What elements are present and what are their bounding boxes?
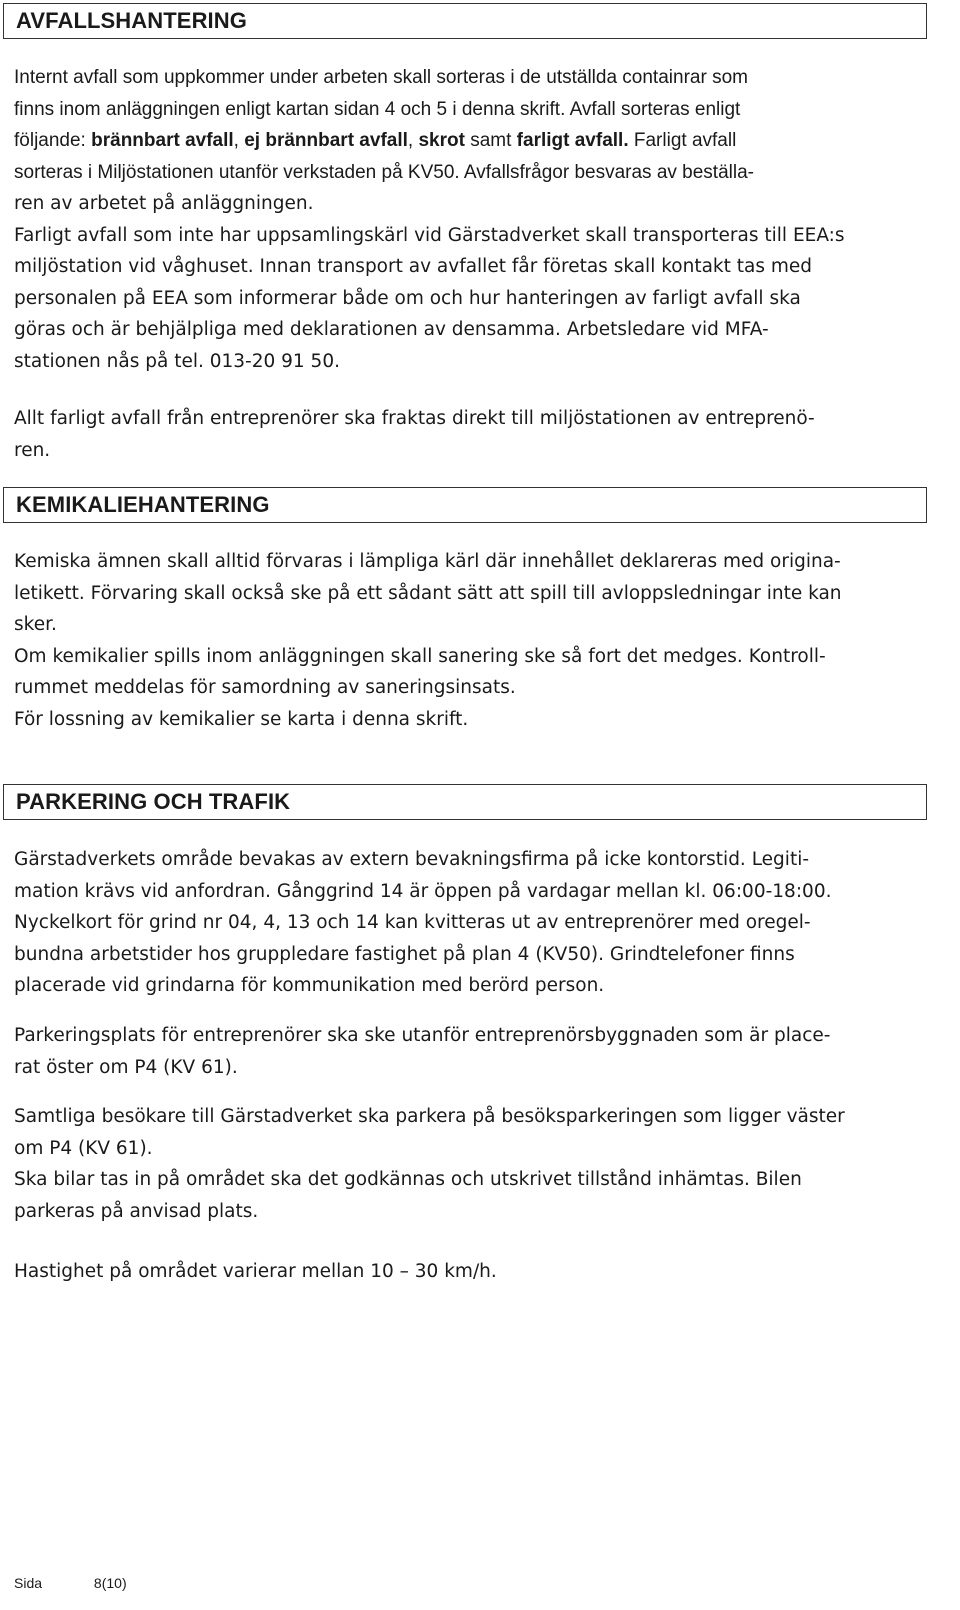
section-heading-text: PARKERING OCH TRAFIK xyxy=(16,789,291,814)
text-line: Internt avfall som uppkommer under arbeten skall sorteras i de utställda containrar som xyxy=(14,67,748,88)
text-line: miljöstation vid våghuset. Innan transport av avfallet får företas skall kontakt tas med xyxy=(14,256,813,277)
bold-term-brannbart: brännbart avfall xyxy=(91,130,234,151)
text-run: , xyxy=(407,130,419,151)
text-line: Parkeringsplats för entreprenörer ska ske utanför entreprenörsbyggnaden som är place- xyxy=(14,1025,831,1046)
text-line: sorteras i Miljöstationen utanför verkstaden på KV50. Avfallsfrågor besvaras av beställa- xyxy=(14,161,754,183)
text-line: stationen nås på tel. 013-20 91 50. xyxy=(14,350,340,372)
text-line: Allt farligt avfall från entreprenörer ska fraktas direkt till miljöstationen av entreprenö- xyxy=(14,408,815,429)
text-line: ren. xyxy=(14,439,51,461)
section-heading-text: KEMIKALIEHANTERING xyxy=(16,492,270,517)
text-line: om P4 (KV 61). xyxy=(14,1137,153,1159)
text-line: Kemiska ämnen skall alltid förvaras i lämpliga kärl där innehållet deklareras med origina- xyxy=(14,551,841,572)
text-line: Farligt avfall som inte har uppsamlingskärl vid Gärstadverket skall transporteras till EEA:s xyxy=(14,224,845,246)
parkering-paragraph-4 xyxy=(14,1256,926,1288)
text-line: Ska bilar tas in på området ska det godkännas och utskrivet tillstånd inhämtas. Bilen xyxy=(14,1169,802,1190)
bold-term-ej-brannbart: ej brännbart avfall xyxy=(244,130,408,151)
text-line: letikett. Förvaring skall också ske på ett sådant sätt att spill till avloppsledningar inte kan xyxy=(14,582,842,604)
text-line: rat öster om P4 (KV 61). xyxy=(14,1056,238,1078)
text-line: personalen på EEA som informerar både om och hur hanteringen av farligt avfall ska xyxy=(14,287,801,309)
text-line: finns inom anläggningen enligt kartan sidan 4 och 5 i denna skrift. Avfall sorteras enligt xyxy=(14,98,741,120)
section-heading-avfallshantering xyxy=(3,3,927,39)
text-line: ren av arbetet på anläggningen. xyxy=(14,193,314,214)
page-footer xyxy=(14,1575,127,1591)
kemikalie-paragraph-1 xyxy=(14,546,926,735)
parkering-paragraph-2 xyxy=(14,1020,926,1083)
text-line: Samtliga besökare till Gärstadverket ska parkera på besöksparkeringen som ligger väster xyxy=(14,1106,845,1127)
text-line: Gärstadverkets område bevakas av extern bevakningsfirma på icke kontorstid. Legiti- xyxy=(14,849,810,870)
section-heading-parkering-och-trafik xyxy=(3,784,927,820)
bold-term-skrot: skrot xyxy=(418,130,465,151)
text-run: , xyxy=(233,130,245,151)
text-line: Hastighet på området varierar mellan 10 – 30 km/h. xyxy=(14,1261,497,1282)
text-line: sker. xyxy=(14,614,57,635)
section-heading-text: AVFALLSHANTERING xyxy=(16,8,247,33)
parkering-paragraph-1 xyxy=(14,844,926,1002)
section-heading-kemikaliehantering xyxy=(3,487,927,523)
page-number: 8(10) xyxy=(93,1575,127,1591)
text-line: rummet meddelas för samordning av saneringsinsats. xyxy=(14,677,516,698)
text-run: samt xyxy=(464,130,517,151)
text-line: parkeras på anvisad plats. xyxy=(14,1200,259,1222)
avfall-paragraph-1 xyxy=(14,62,926,377)
text-run: följande: xyxy=(14,130,92,151)
text-line xyxy=(14,125,926,157)
text-line: Nyckelkort för grind nr 04, 4, 13 och 14 kan kvitteras ut av entreprenörer med oregel- xyxy=(14,912,811,933)
footer-label: Sida xyxy=(14,1575,43,1591)
bold-term-farligt: farligt avfall. xyxy=(516,130,629,151)
text-line: göras och är behjälpliga med deklarationen av densamma. Arbetsledare vid MFA- xyxy=(14,319,769,340)
text-line: placerade vid grindarna för kommunikation med berörd person. xyxy=(14,975,605,996)
text-line: För lossning av kemikalier se karta i denna skrift. xyxy=(14,708,469,730)
parkering-paragraph-3 xyxy=(14,1101,926,1227)
text-line: mation krävs vid anfordran. Gånggrind 14 är öppen på vardagar mellan kl. 06:00-18:00. xyxy=(14,880,832,902)
text-line: Om kemikalier spills inom anläggningen skall sanering ske så fort det medges. Kontroll- xyxy=(14,645,826,667)
avfall-paragraph-2 xyxy=(14,403,926,466)
text-line: bundna arbetstider hos gruppledare fastighet på plan 4 (KV50). Grindtelefoner finns xyxy=(14,943,795,965)
text-run: Farligt avfall xyxy=(628,130,737,151)
